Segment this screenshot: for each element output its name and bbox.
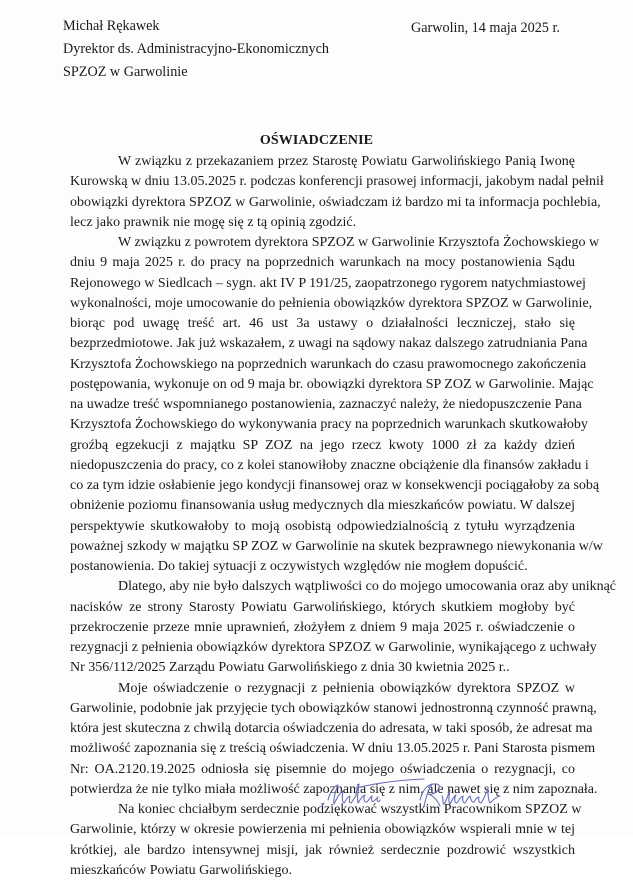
handwritten-signature: [316, 776, 516, 816]
paragraph-line: nacisków ze strony Starosty Powiatu Garwolińskiego, których skutkiem mogłoby być: [70, 599, 575, 615]
paragraph-line: Krzysztofa Żochowskiego do wykonywania pracy na poprzednich warunkach skutkowałoby: [70, 417, 588, 433]
paragraph-line: groźbą egzekucji z majątku SP ZOZ na jego rzecz kwoty 1000 zł za każdy dzień: [70, 437, 575, 453]
place-date: Garwolin, 14 maja 2025 r.: [411, 20, 560, 36]
signature-stroke-last-name: [420, 784, 500, 806]
paragraph-line: Moje oświadczenie o rezygnacji z pełnienia obowiązków dyrektora SPZOZ w: [118, 680, 575, 696]
paragraph-line: bezprzedmiotowe. Jak już wskazałem, z uwagi na sądowy nakaz dalszego zatrudniania Pana: [70, 336, 588, 352]
paragraph-line: dniu 9 maja 2025 r. do pracy na poprzednich warunkach na mocy postanowienia Sądu: [70, 255, 575, 271]
paragraph-line: obowiązki dyrektora SPZOZ w Garwolinie, oświadczam iż bardzo mi ta informacja pochlebia,: [70, 194, 601, 210]
signature-stroke-first-name: [322, 784, 380, 806]
paragraph: [70, 152, 604, 233]
paragraph-line: Krzysztofa Żochowskiego na poprzednich warunkach do czasu prawomocnego zakończenia: [70, 356, 587, 372]
document-title: OŚWIADCZENIE: [259, 133, 374, 148]
paragraph-line: mieszkańców Powiatu Garwolińskiego.: [70, 862, 293, 878]
paragraph-line: Dlatego, aby nie było dalszych wątpliwości co do mojego umocowania oraz aby uniknąć: [118, 579, 617, 595]
sender-institution: SPZOZ w Garwolinie: [63, 64, 188, 80]
paragraph-line: przekroczenie przeze mnie uprawnień, złożyłem z dniem 9 maja 2025 r. oświadczenie o: [70, 619, 575, 635]
paragraph-line: co za tym idzie osłabienie jego kondycji finansowej oraz w konsekwencji pociągałoby za sobą: [70, 478, 600, 493]
paragraph-line: Nr 356/112/2025 Zarządu Powiatu Garwolińskiego z dnia 30 kwietnia 2025 r..: [70, 660, 510, 676]
document-body: [70, 152, 617, 881]
paragraph-line: która jest skuteczna z chwilą dotarcia oświadczenia do adresata, w taki sposób, że adresat ma: [70, 721, 593, 736]
paragraph-line: Garwolinie, podobnie jak przyjęcie tych obowiązków stanowi jednostronną czynność prawną,: [70, 700, 597, 716]
paragraph-line: poważnej szkody w majątku SP ZOZ w Garwolinie na skutek bezprawnego niewykonania w/w: [70, 538, 603, 554]
paragraph-line: postanowienia. Do takiej sytuacji z oczywistych względów nie mogłem dopuścić.: [70, 559, 528, 574]
sender-name: Michał Rękawek: [63, 18, 160, 34]
paragraph-line: Rejonowego w Siedlcach – sygn. akt IV P 191/25, zaopatrzonego rygorem natychmiastowej: [70, 275, 586, 291]
paragraph-line: postępowania, wykonuje on od 9 maja br. obowiązki dyrektora SP ZOZ w Garwolinie. Mając: [70, 376, 594, 392]
paragraph: [70, 233, 603, 577]
paragraph-line: krótkiej, ale bardzo intensywnej misji, jak również serdecznie pozdrowić wszystkich: [70, 842, 575, 858]
paragraph-line: W związku z przekazaniem przez Starostę Powiatu Garwolińskiego Panią Iwonę: [118, 154, 575, 169]
paragraph-line: niedopuszczenia do pracy, co z kolei stanowiłoby znaczne obciążenie dla finansów zakładu i: [70, 457, 589, 473]
paragraph-line: Garwolinie, którzy w okresie powierzenia mi pełnienia obowiązków wspierali mnie w tej: [70, 822, 575, 838]
sender-block: [63, 15, 329, 84]
paragraph: [70, 577, 617, 678]
paragraph-line: biorąc pod uwagę treść art. 46 ust 3a ustawy o działalności leczniczej, stało się: [70, 316, 575, 331]
paragraph-line: możliwość zapoznania się z treścią oświadczenia. W dniu 13.05.2025 r. Pani Starosta pismem: [70, 741, 596, 757]
paragraph-line: perspektywie skutkowałoby to moją osobistą odpowiedzialnością z tytułu wyrządzenia: [70, 518, 575, 534]
paragraph-line: na uwadze treść wspomnianego postanowienia, zaznaczyć należy, że niedopuszczenie Pana: [70, 397, 582, 412]
paragraph-line: wykonalności, moje umocowanie do pełnienia obowiązków dyrektora SPZOZ w Garwolinie,: [70, 295, 593, 311]
paragraph-line: potwierdza że nie tylko miała możliwość zapoznania się z nim, ale nawet się z nim zapoznała.: [70, 781, 598, 797]
paragraph-line: Kurowską w dniu 13.05.2025 r. podczas konferencji prasowej informacji, jakobym nadal pełnił: [70, 174, 604, 190]
paragraph-line: Na koniec chciałbym serdecznie podziękować wszystkim Pracownikom SPZOZ w: [118, 802, 582, 817]
paragraph-line: Nr: OA.2120.19.2025 odniosła się pisemnie do mojego oświadczenia o rezygnacji, co: [70, 761, 575, 777]
paragraph-line: W związku z powrotem dyrektora SPZOZ w Garwolinie Krzysztofa Żochowskiego w: [118, 235, 600, 250]
signature-stroke-bar: [356, 779, 424, 788]
paragraph-line: obniżenie poziomu finansowania usług medycznych dla mieszkańców powiatu. W dalszej: [70, 498, 575, 514]
paragraph-line: rezygnacji z pełnienia obowiązków dyrektora SPZOZ w Garwolinie, wynikającego z uchwały: [70, 640, 597, 655]
paragraph-line: lecz jako prawnik nie mogę się z tą opinią zgodzić.: [70, 214, 357, 230]
sender-position: Dyrektor ds. Administracyjno-Ekonomicznych: [63, 41, 329, 57]
